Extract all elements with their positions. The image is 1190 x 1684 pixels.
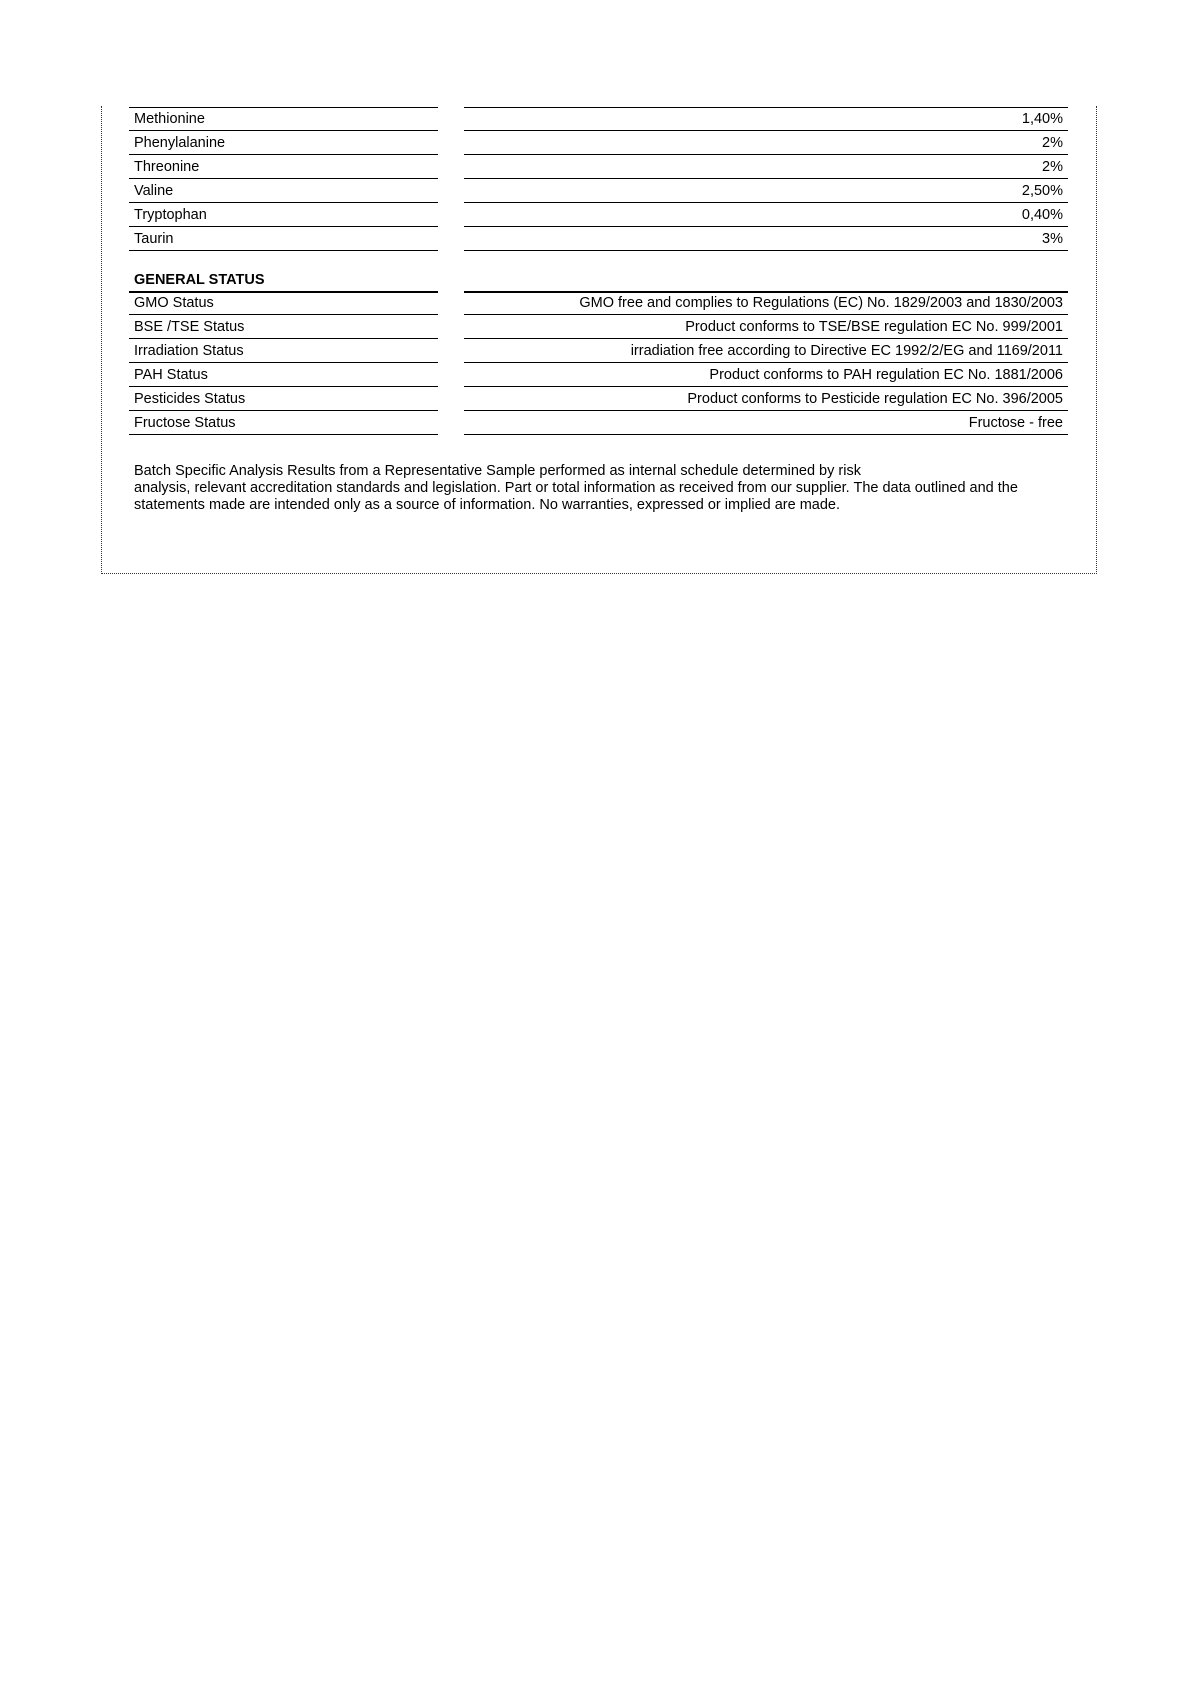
row-label: Threonine bbox=[129, 155, 438, 179]
row-label: Phenylalanine bbox=[129, 131, 438, 155]
row-label: Irradiation Status bbox=[129, 339, 438, 363]
row-label: GMO Status bbox=[129, 291, 438, 315]
general-status-heading: GENERAL STATUS bbox=[134, 272, 265, 288]
row-label: PAH Status bbox=[129, 363, 438, 387]
row-value: Product conforms to TSE/BSE regulation EC No. 999/2001 bbox=[464, 315, 1068, 339]
table-row bbox=[129, 131, 1068, 155]
row-value: Fructose - free bbox=[464, 411, 1068, 435]
row-value: 2% bbox=[464, 155, 1068, 179]
table-row bbox=[129, 363, 1068, 387]
amino-acid-table bbox=[129, 107, 1068, 251]
row-label: Pesticides Status bbox=[129, 387, 438, 411]
disclaimer-line: Batch Specific Analysis Results from a Representative Sample performed as internal schedule determined by risk bbox=[134, 463, 861, 479]
disclaimer-line: statements made are intended only as a source of information. No warranties, expressed or implied are made. bbox=[134, 497, 841, 513]
table-row bbox=[129, 179, 1068, 203]
row-label: Taurin bbox=[129, 227, 438, 251]
row-value: 2% bbox=[464, 131, 1068, 155]
general-status-table bbox=[129, 291, 1068, 435]
row-value: 3% bbox=[464, 227, 1068, 251]
row-value: 0,40% bbox=[464, 203, 1068, 227]
disclaimer-line: analysis, relevant accreditation standards and legislation. Part or total information as received from our supplier. The data outlined and the bbox=[134, 480, 1018, 496]
row-label: Fructose Status bbox=[129, 411, 438, 435]
table-row bbox=[129, 291, 1068, 315]
table-row bbox=[129, 315, 1068, 339]
row-label: Tryptophan bbox=[129, 203, 438, 227]
table-row bbox=[129, 203, 1068, 227]
table-row bbox=[129, 107, 1068, 131]
row-label: Valine bbox=[129, 179, 438, 203]
row-value: irradiation free according to Directive EC 1992/2/EG and 1169/2011 bbox=[464, 339, 1068, 363]
table-row bbox=[129, 411, 1068, 435]
table-row bbox=[129, 227, 1068, 251]
row-label: BSE /TSE Status bbox=[129, 315, 438, 339]
row-value: 1,40% bbox=[464, 107, 1068, 131]
row-value: GMO free and complies to Regulations (EC) No. 1829/2003 and 1830/2003 bbox=[464, 291, 1068, 315]
row-value: Product conforms to Pesticide regulation EC No. 396/2005 bbox=[464, 387, 1068, 411]
table-row bbox=[129, 155, 1068, 179]
table-row bbox=[129, 387, 1068, 411]
row-value: 2,50% bbox=[464, 179, 1068, 203]
table-row bbox=[129, 339, 1068, 363]
row-value: Product conforms to PAH regulation EC No. 1881/2006 bbox=[464, 363, 1068, 387]
row-label: Methionine bbox=[129, 107, 438, 131]
disclaimer-text bbox=[134, 463, 1069, 514]
